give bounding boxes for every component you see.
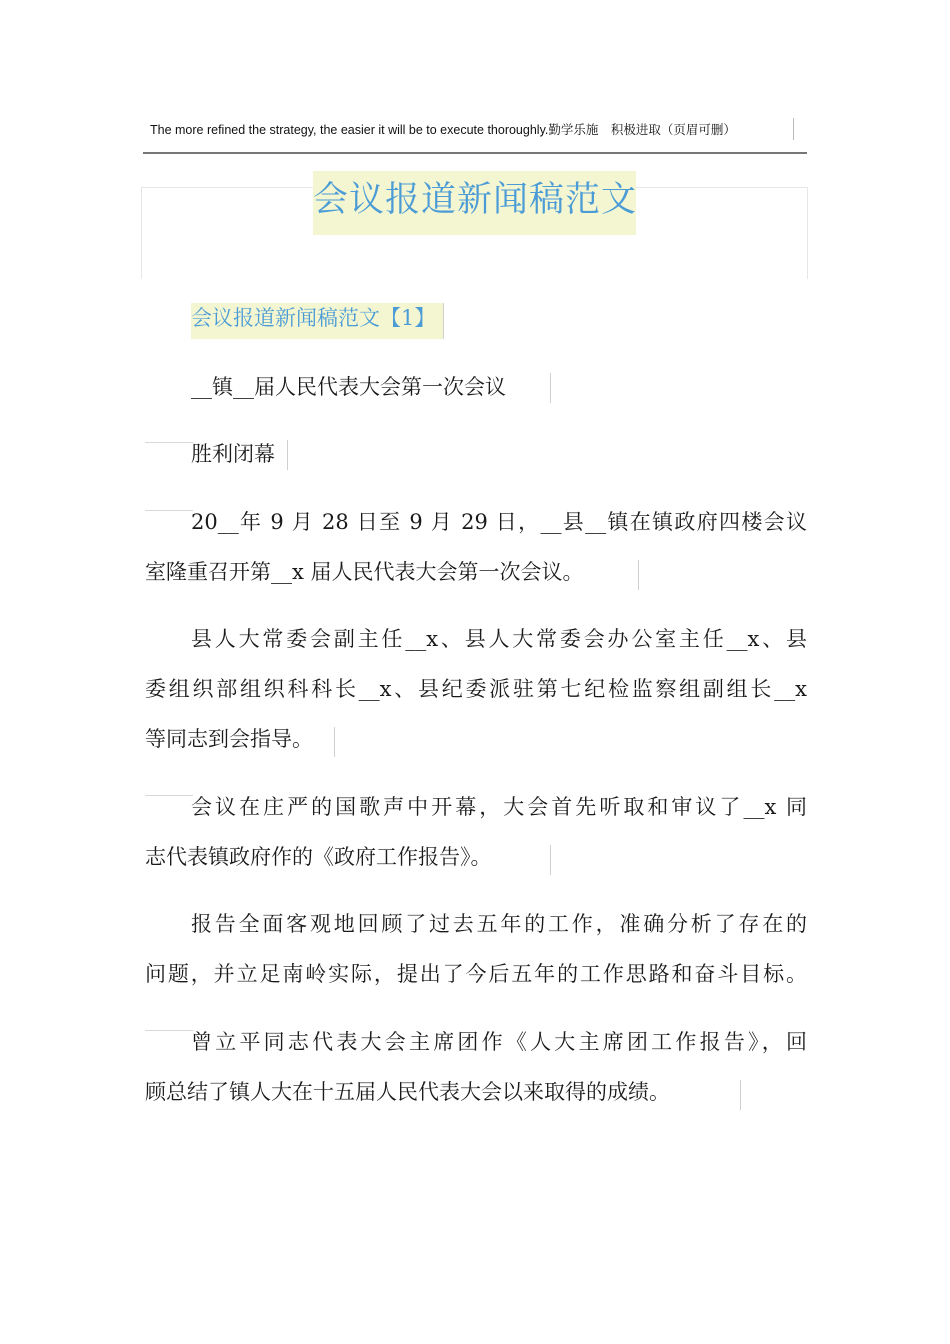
- text-line-13: 顾总结了镇人大在十五届人民代表大会以来取得的成绩。: [145, 1080, 670, 1104]
- line-end-mark: [740, 1080, 741, 1110]
- line-end-mark: [638, 560, 639, 590]
- line-end-mark: [550, 845, 551, 875]
- text-line-4: 室隆重召开第__x 届人民代表大会第一次会议。: [145, 560, 584, 584]
- text-line-8: 会议在庄严的国歌声中开幕，大会首先听取和审议了__x 同: [191, 795, 807, 819]
- text-line-7: 等同志到会指导。: [145, 727, 313, 751]
- text-line-2: 胜利闭幕: [191, 442, 275, 466]
- text-line-12: 曾立平同志代表大会主席团作《人大主席团工作报告》，回: [191, 1030, 807, 1054]
- text-line-1: __镇__届人民代表大会第一次会议: [191, 375, 506, 399]
- page-header: The more refined the strategy, the easier it will be to execute thoroughly.勤学乐施 积极进取（页眉可删）: [150, 123, 736, 137]
- line-end-mark: [550, 373, 551, 403]
- text-line-5: 县人大常委会副主任__x、县人大常委会办公室主任__x、县: [191, 627, 807, 651]
- text-line-3: 20__年 9 月 28 日至 9 月 29 日，__县__镇在镇政府四楼会议: [191, 510, 807, 534]
- text-line-10: 报告全面客观地回顾了过去五年的工作，准确分析了存在的: [191, 912, 807, 936]
- section-heading: 会议报道新闻稿范文【1】: [191, 303, 444, 339]
- header-rule: [143, 152, 807, 154]
- text-line-11: 问题，并立足南岭实际，提出了今后五年的工作思路和奋斗目标。: [145, 962, 807, 986]
- document-title: 会议报道新闻稿范文: [313, 171, 636, 235]
- text-line-9: 志代表镇政府作的《政府工作报告》。: [145, 845, 492, 869]
- header-divider-mark: [793, 118, 794, 140]
- text-line-6: 委组织部组织科科长__x、县纪委派驻第七纪检监察组副组长__x: [145, 677, 807, 701]
- line-end-mark: [334, 727, 335, 757]
- line-end-mark: [287, 440, 288, 470]
